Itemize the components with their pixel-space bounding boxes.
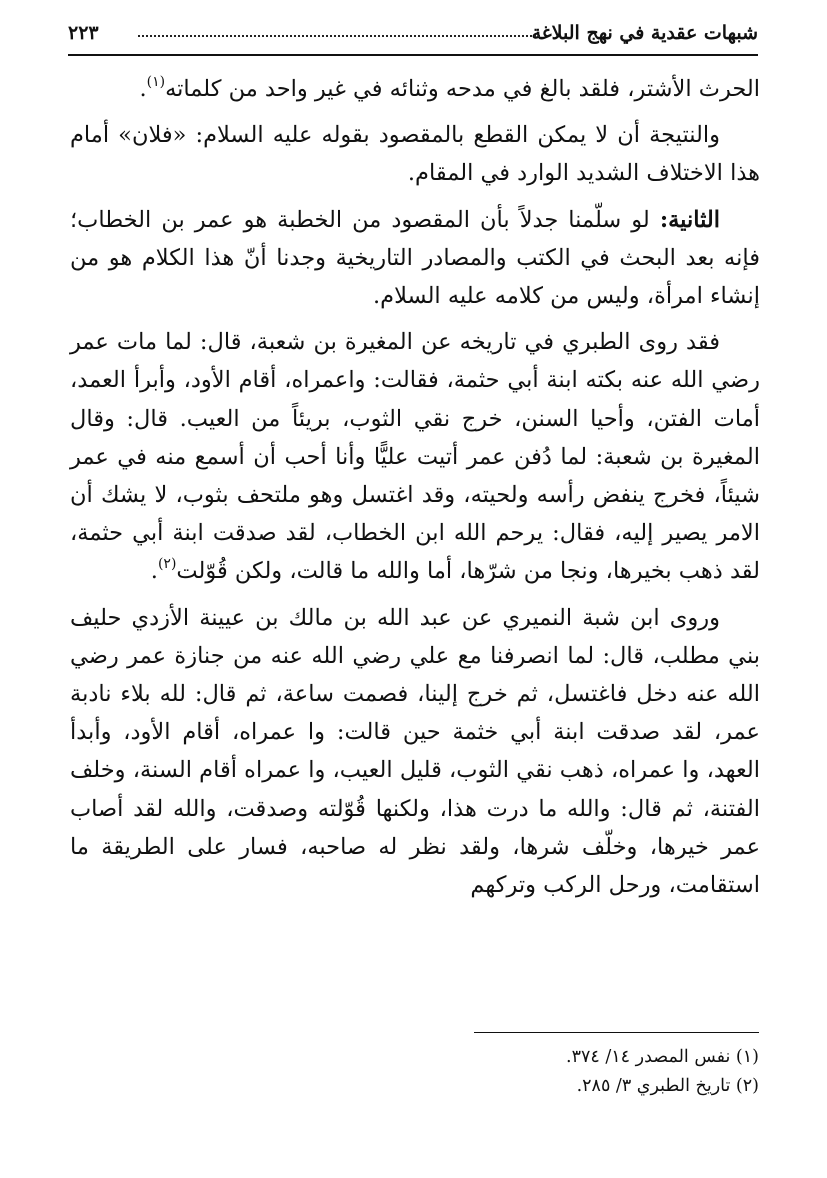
paragraph-1-end: . — [139, 76, 147, 102]
footnote-1: (١) نفس المصدر ١٤/ ٣٧٤. — [566, 1047, 759, 1067]
paragraph-2-text: والنتيجة أن لا يمكن القطع بالمقصود بقوله عليه السلام: «فلان» أمام هذا الاختلاف الشديد الوارد في المقام. — [70, 122, 760, 187]
paragraph-5 — [70, 599, 760, 905]
paragraph-1 — [70, 70, 760, 108]
footnote-ref-1[interactable]: (١) — [146, 74, 166, 90]
paragraph-3-label: الثانية: — [659, 206, 720, 233]
paragraph-3 — [70, 201, 760, 316]
footnote-2: (٢) تاريخ الطبري ٣/ ٢٨٥. — [576, 1076, 759, 1096]
paragraph-5-text: وروى ابن شبة النميري عن عبد الله بن مالك بن عيينة الأزدي حليف بني مطلب، قال: لما انصرفنا مع علي رضي الله عنه من جنازة عمر رضي الله عنه دخل فاغتسل، ثم خرج إلينا، فصمت ساعة، ثم قال: لله بلاء نادبة عمر، لقد صدقت ابنة أبي خثمة حين قالت: وا عمراه، أقام الأود، وأبدأ العهد، وا عمراه، ذهب نقي الثوب، قليل العيب، وا عمراه أقام السنة، وخلف الفتنة، ثم قال: والله ما درت هذا، ولكنها قُوّلته وصدقت، والله لقد أصاب عمر خيرها، وخلّف شرها، ولقد نظر له صاحبه، فسار على الطريقة ما استقامت، ورحل الركب وتركهم — [70, 604, 760, 899]
footnotes — [69, 1043, 759, 1101]
paragraph-2 — [70, 116, 760, 192]
footnote-ref-2[interactable]: (٢) — [157, 556, 177, 573]
page-header — [68, 22, 758, 62]
header-rule — [68, 54, 758, 56]
running-title: شبهات عقدية في نهج البلاغة — [531, 22, 758, 44]
page-number: ٢٢٣ — [68, 22, 99, 44]
paragraph-4 — [70, 323, 760, 590]
paragraph-4-end: . — [150, 558, 158, 585]
paragraph-4-text: فقد روى الطبري في تاريخه عن المغيرة بن شعبة، قال: لما مات عمر رضي الله عنه بكته ابنة أبي حثمة، فقالت: واعمراه، أقام الأود، وأبرأ العمد، أمات الفتن، وأحيا السنن، خرج نقي الثوب، بريئاً من العيب. قال: وقال المغيرة بن شعبة: لما دُفن عمر أتيت عليًّا وأنا أحب أن أسمع منه في عمر شيئاً، فخرج ينفض رأسه ولحيته، وقد اغتسل وهو ملتحف بثوب، لا يشك أن الامر يصير إليه، فقال: يرحم الله ابن الخطاب، لقد صدقت ابنة أبي حثمة، لقد ذهب بخيرها، ونجا من شرّها، أما والله ما قالت، ولكن قُوّلت — [70, 329, 760, 585]
main-text — [70, 70, 760, 912]
paragraph-1-text: الحرث الأشتر، فلقد بالغ في مدحه وثنائه في غير واحد من كلماته — [165, 76, 760, 102]
footnote-separator — [474, 1032, 759, 1033]
header-dot-leader — [138, 35, 540, 37]
paragraph-3-text: لو سلّمنا جدلاً بأن المقصود من الخطبة هو عمر بن الخطاب؛ فإنه بعد البحث في الكتب والمصادر التاريخية وجدنا أنّ هذا الكلام هو من إنشاء امرأة، وليس من كلامه عليه السلام. — [70, 206, 760, 310]
